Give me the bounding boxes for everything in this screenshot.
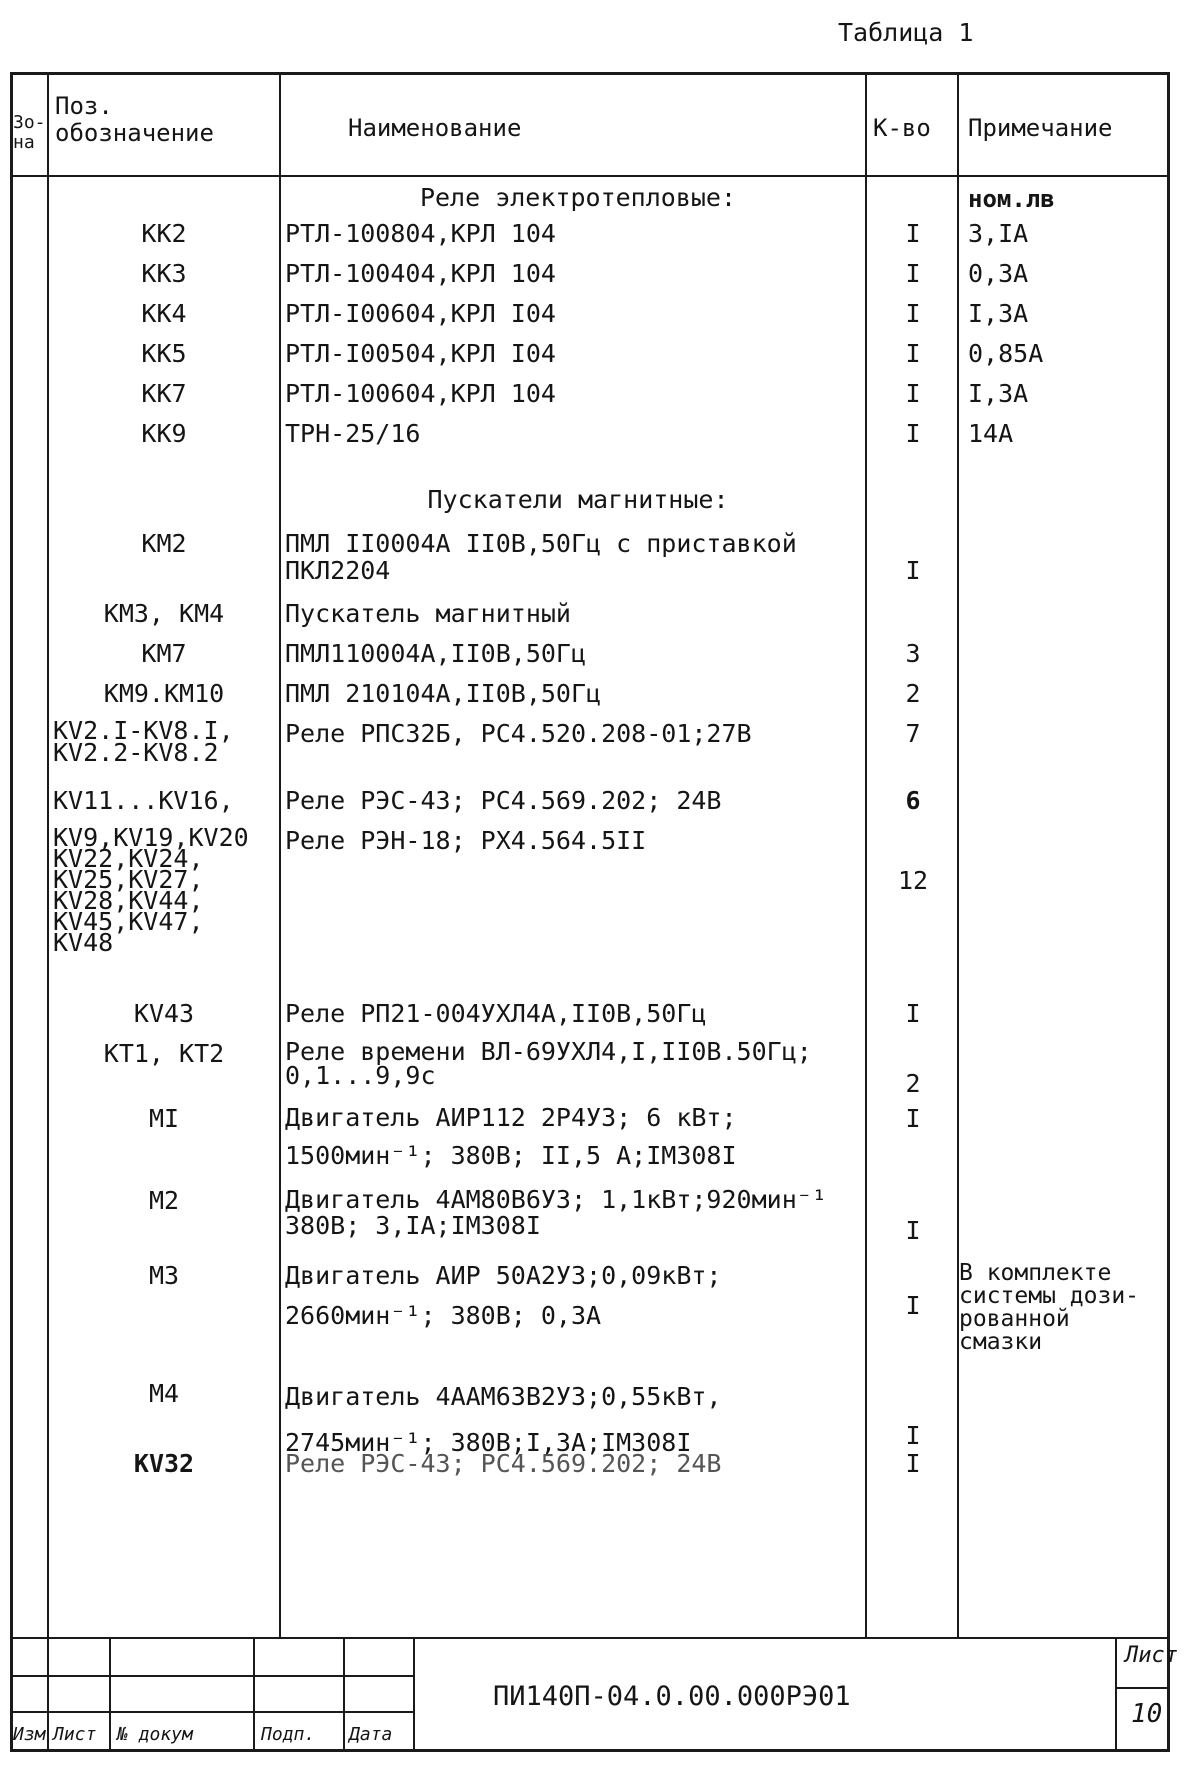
pos-cell: КК2 — [141, 219, 187, 248]
note-cell: I,3A — [968, 299, 1029, 328]
name-cell: ПМЛ110004A,II0B,50Гц — [285, 639, 587, 668]
name-cell: ПМЛ 210104A,II0B,50Гц — [285, 679, 602, 708]
pos-cell: М3 — [148, 1261, 180, 1290]
qty-cell: I — [905, 219, 921, 248]
pos-cell: КК9 — [141, 419, 187, 448]
qty-cell: I — [905, 339, 921, 368]
pos-cell: KV32 — [133, 1449, 195, 1478]
pos-cell: КМ7 — [141, 639, 187, 668]
section-relays-thermal: Реле электротепловые: — [419, 183, 737, 212]
pos-cell: КМ2 — [141, 529, 187, 558]
title-block-low-line — [13, 1711, 413, 1713]
name-cell: РТЛ-I00504,КРЛ I04 — [285, 339, 556, 368]
sheet-box-line — [1115, 1687, 1167, 1689]
header-zone: Зо- на — [13, 113, 46, 153]
qty-cell: I — [905, 1104, 921, 1133]
qty-cell: I — [905, 1449, 921, 1478]
title-block-mid-line — [13, 1675, 413, 1677]
name-cell: Реле РП21-004УХЛ4А,II0B,50Гц — [285, 999, 707, 1028]
sheet-number: 10 — [1131, 1699, 1163, 1729]
tb-col-line — [1115, 1637, 1117, 1749]
name-cell: Реле РЭН-18; РХ4.564.5II — [285, 826, 647, 855]
pos-cell: MI — [148, 1104, 180, 1133]
pos-cell: КК7 — [141, 379, 187, 408]
pos-cell: KV43 — [133, 999, 195, 1028]
name-cell: РТЛ-100604,КРЛ 104 — [285, 379, 556, 408]
tb-col-line — [47, 1637, 49, 1749]
qty-cell: I — [905, 379, 921, 408]
label-doc: № докум — [117, 1724, 193, 1745]
name-cell: Двигатель АИР112 2Р4У3; 6 кВт; 1500мин⁻¹; 380В; II,5 А;IM308I — [285, 1103, 737, 1170]
pos-cell: М4 — [148, 1379, 180, 1408]
name-cell: Реле РЭС-43; РС4.569.202; 24В — [285, 786, 722, 815]
note-cell: В комплекте системы дози- рованной смазки — [959, 1260, 1140, 1355]
name-cell: Двигатель 4АМ80В6У3; 1,1кВт;920мин⁻¹ 380В; 3,IA;IM308I — [285, 1185, 827, 1240]
pos-cell: КТ1, КТ2 — [103, 1039, 225, 1068]
qty-cell: 2 — [905, 1069, 921, 1098]
name-cell: Реле РПС32Б, РС4.520.208-01;27В — [285, 719, 752, 748]
qty-cell: 6 — [905, 786, 921, 815]
label-date: Дата — [349, 1724, 393, 1745]
qty-cell: I — [905, 999, 921, 1028]
qty-cell: I — [905, 1421, 921, 1450]
qty-cell: 12 — [897, 866, 929, 895]
name-cell: Двигатель 4ААМ63В2У3;0,55кВт, 2745мин⁻¹; 380В;I,3A;IM308I — [285, 1382, 722, 1457]
label-sign: Подп. — [261, 1724, 316, 1745]
qty-cell: 7 — [905, 719, 921, 748]
pos-cell: КМ9.КМ10 — [103, 679, 225, 708]
header-name: Наименование — [348, 114, 522, 142]
name-cell: Реле РЭС-43; РС4.569.202; 24В — [285, 1449, 722, 1478]
name-cell: РТЛ-100804,КРЛ 104 — [285, 219, 556, 248]
pos-cell: KV11...KV16, — [53, 786, 234, 815]
note-cell: 0,3A — [968, 259, 1029, 288]
header-qty: К-во — [873, 114, 931, 142]
section-starters: Пускатели магнитные: — [427, 485, 729, 514]
spec-table — [10, 72, 1178, 1752]
name-cell: Двигатель АИР 50А2У3;0,09кВт; 2660мин⁻¹; 380В; 0,3А — [285, 1261, 722, 1330]
header-note: Примечание — [968, 114, 1113, 142]
qty-cell: 3 — [905, 639, 921, 668]
pos-cell: КМ3, КМ4 — [103, 599, 225, 628]
table-caption: Таблица 1 — [838, 18, 974, 47]
header-separator — [13, 175, 1167, 177]
qty-cell: I — [905, 259, 921, 288]
name-cell: Реле времени ВЛ-69УХЛ4,I,II0B.50Гц; 0,1...9,9с — [285, 1037, 812, 1090]
qty-cell: I — [905, 556, 921, 585]
name-cell: ПМЛ II0004A II0B,50Гц с приставкой ПКЛ2204 — [285, 529, 797, 585]
pos-cell: КК5 — [141, 339, 187, 368]
note-cell: 3,IA — [968, 219, 1029, 248]
pos-cell: КК4 — [141, 299, 187, 328]
note-header-extra: ном.лв — [968, 185, 1055, 213]
label-izm: Изм — [13, 1724, 46, 1745]
pos-cell: KV9,KV19,KV20 KV22,KV24, KV25,KV27, KV28,KV44, KV45,KV47, KV48 — [53, 823, 249, 957]
tb-col-line — [253, 1637, 255, 1749]
title-block — [13, 1637, 1178, 1749]
qty-cell: I — [905, 419, 921, 448]
header-pos: Поз. обозначение — [55, 92, 214, 147]
tb-col-line — [413, 1637, 415, 1749]
pos-cell: KV2.I-KV8.I, KV2.2-KV8.2 — [53, 716, 234, 767]
label-list: Лист — [53, 1724, 97, 1745]
document-number: ПИ140П-04.0.00.000РЭ01 — [493, 1681, 851, 1712]
tb-col-line — [109, 1637, 111, 1749]
tb-col-line — [343, 1637, 345, 1749]
qty-cell: I — [905, 299, 921, 328]
note-cell: I,3A — [968, 379, 1029, 408]
pos-cell: КК3 — [141, 259, 187, 288]
qty-cell: I — [905, 1291, 921, 1320]
pos-cell: М2 — [148, 1186, 180, 1215]
note-cell: 0,85A — [968, 339, 1044, 368]
name-cell: РТЛ-I00604,КРЛ I04 — [285, 299, 556, 328]
col-line-name — [865, 75, 867, 1749]
name-cell: РТЛ-100404,КРЛ 104 — [285, 259, 556, 288]
note-cell: 14A — [968, 419, 1014, 448]
qty-cell: 2 — [905, 679, 921, 708]
sheet-label: Лист — [1125, 1643, 1178, 1668]
name-cell: ТРН-25/16 — [285, 419, 421, 448]
title-block-top-line — [13, 1637, 1167, 1639]
name-cell: Пускатель магнитный — [285, 599, 571, 628]
qty-cell: I — [905, 1216, 921, 1245]
